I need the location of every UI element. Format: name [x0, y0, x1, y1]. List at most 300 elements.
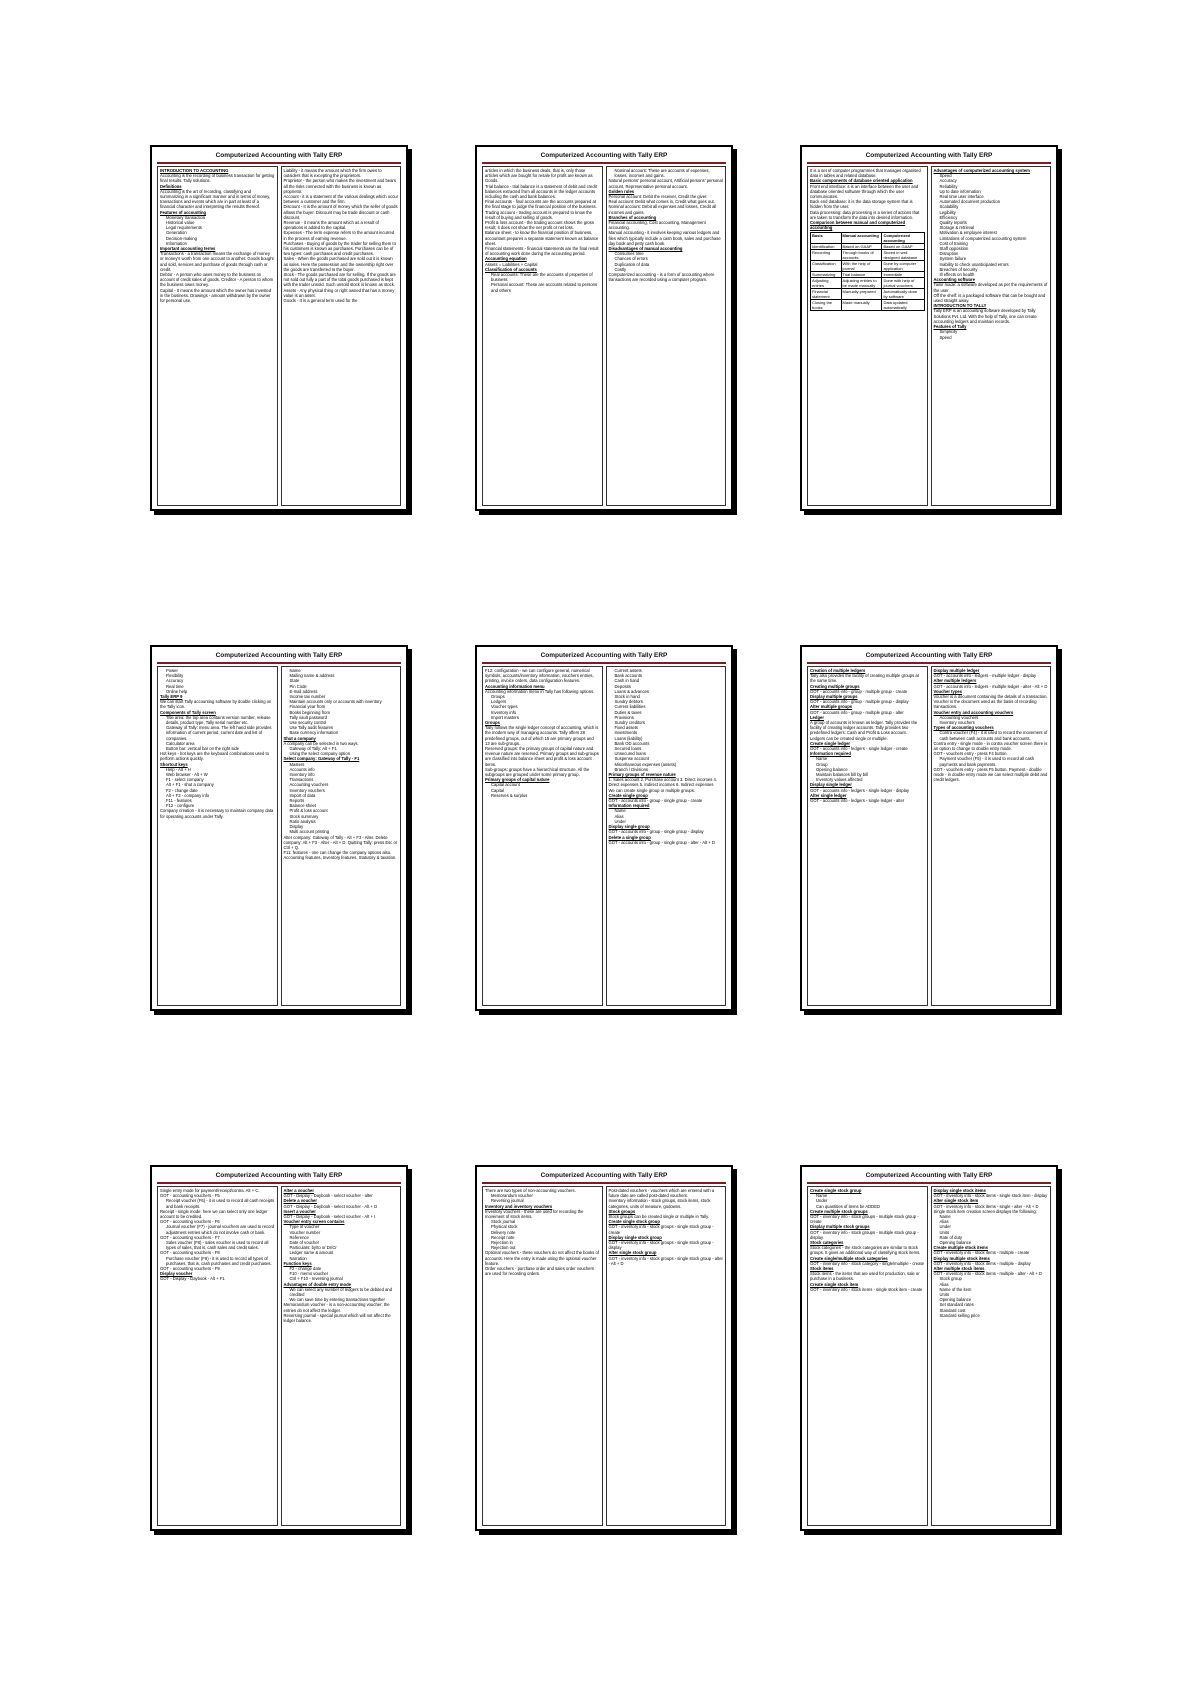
list-item: • Legibility: [940, 210, 1049, 215]
paragraph: Stock categories - the stock categories are similar to stock groups. It gives an additional way of classifying stock items.: [810, 1245, 921, 1256]
page-header-title: Computerized Accounting with Tally ERP: [540, 1172, 668, 1179]
list-item: • Branch / Divisions: [615, 767, 724, 772]
bullet-list: [485, 272, 600, 293]
paragraph: Data processing: data processing is a series of actions that are taken to transform the data into desired information.: [810, 209, 920, 220]
bullet-list: [284, 1287, 399, 1303]
bullet-list: [609, 251, 724, 272]
bullet-list: [934, 1276, 1049, 1318]
table-cell: Based on GAAP: [841, 244, 882, 250]
table-cell: Basis: [811, 233, 842, 244]
list-item: • Narration: [290, 1256, 399, 1261]
header-rule: [807, 1182, 1051, 1184]
bullet-list: [609, 668, 724, 704]
list-item: • Maintain balances bill by bill: [816, 772, 925, 777]
section-heading: Branches of accounting: [608, 214, 657, 220]
column-left: [157, 666, 278, 1006]
section-heading: Select company: Gateway of Tally - F1: [283, 756, 360, 762]
list-item: • Date of voucher: [290, 1240, 399, 1245]
list-item: • Cash in hand: [615, 678, 724, 683]
list-item: • Accounting vouchers: [290, 782, 399, 787]
list-item: • Rate of duty: [940, 1235, 1049, 1240]
column-left: [482, 166, 603, 506]
bullet-list: [934, 756, 1049, 766]
list-item: • Online help: [166, 689, 275, 694]
section-heading: Tally ERP 9: [160, 694, 183, 700]
section-heading: Creation of multiple ledgers: [810, 668, 866, 673]
section-heading: Display multiple stock groups: [810, 1224, 870, 1230]
list-item: • Calculator area: [166, 741, 275, 746]
list-item: • Secured loans: [615, 746, 724, 751]
list-item: • Current assets: [615, 668, 724, 673]
list-item: • Import of data: [290, 793, 399, 798]
paragraph: Trial balance - trial balance is a statement of debit and credit balances extracted from all accounts in the ledger accounts including the cash and bank balances.: [485, 183, 597, 200]
bullet-list: [934, 173, 1049, 277]
paragraph: GOT - accounts info - ledgers - single ledger - display: [810, 787, 910, 793]
list-item: • Income tax number: [290, 694, 399, 699]
list-item: • Groups: [491, 694, 600, 699]
paragraph: We can start Tally accounting software by double clicking on the Tally icon.: [160, 699, 272, 710]
paragraph: F12: configuration - we can configure general, numerical symbols, accounts/inventory information, vouchers entries, printing, invoice orders, data configuration features.: [485, 668, 594, 684]
paragraph: Proprietor - the person who makes the investment and bears all the risks connected with the business is known as proprietor.: [283, 178, 396, 194]
list-item: • Legal requirements: [166, 225, 275, 230]
page-columns: [482, 666, 726, 1006]
section-heading: Shut a company: [283, 735, 316, 741]
list-item: • Alias: [615, 814, 724, 819]
paragraph: Discount - it is the amount of money which the seller of goods allows the buyer. Discount may be trade discount or cash discount.: [283, 204, 398, 220]
list-item: • Miscellaneous expenses (assets): [615, 762, 724, 767]
page-header-title: Computerized Accounting with Tally ERP: [540, 152, 668, 159]
list-item: • Name: [816, 756, 925, 761]
section-heading: Display multiple groups: [810, 694, 858, 700]
section-heading: Insert a voucher: [283, 1208, 316, 1214]
section-heading: Advantages of double entry mode: [283, 1281, 351, 1287]
section-heading: Stock items: [810, 1266, 834, 1272]
comparison-table: [810, 232, 925, 311]
list-item: • Journal voucher (F7) - journal vouchers are used to record adjustment entries which do not involve cash or bank.: [166, 1224, 275, 1234]
list-item: • Staff opposition: [940, 246, 1049, 251]
list-item: • F1 - select company: [166, 777, 275, 782]
paragraph: GOT - vouchers entry - press F5 button. Payment - double mode - in double entry mode we can select multiple debit and credit ledgers.: [933, 766, 1048, 783]
list-item: • Inventory info: [290, 772, 399, 777]
section-heading: Alter a voucher: [283, 1188, 314, 1193]
list-item: • Multi account printing: [290, 829, 399, 834]
table-cell: Closing the books: [811, 300, 842, 311]
paragraph: GOT - inventory info - stock items - single stock item - create: [810, 1286, 923, 1292]
list-item: • Speed: [940, 173, 1049, 178]
section-heading: INTRODUCTION TO ACCOUNTING: [160, 168, 229, 173]
list-item: • Units: [940, 1292, 1049, 1297]
page-columns: [807, 666, 1051, 1006]
section-heading: Display multiple ledger: [933, 668, 980, 673]
document-page-3: [800, 145, 1058, 511]
section-heading: Stock groups: [608, 1208, 636, 1214]
bullet-list: [934, 730, 1049, 740]
paragraph: Goods - It is a general term used for the: [283, 298, 358, 304]
bullet-list: [609, 725, 724, 772]
list-item: • Title area: the top area contains version number, release details, product type, Tally serial number etc.: [166, 715, 275, 725]
list-item: • F11 - features: [166, 798, 275, 803]
header-rule: [482, 1182, 726, 1184]
paragraph: Tally also provides the facility of creating multiple groups at the same time.: [810, 673, 919, 684]
table-cell: Identification: [811, 244, 842, 250]
table-cell: Recording: [811, 250, 842, 261]
column-left: [157, 166, 278, 506]
list-item: • Reserves & surplus: [491, 793, 600, 798]
paragraph: articles in which the business deals, that is, only those articles which are bought for resale for profit are known as Goods.: [485, 168, 593, 184]
list-item: • Masters: [290, 762, 399, 767]
bullet-list: [160, 767, 275, 809]
document-page-4: [150, 645, 408, 1011]
section-heading: Information required: [608, 803, 650, 809]
list-item: • Cost of training: [940, 241, 1049, 246]
list-item: • Real time user interface: [940, 194, 1049, 199]
section-heading: Primary groups of capital nature: [485, 777, 550, 783]
paragraph: Stock groups can be created single or multiple in Tally.: [608, 1214, 710, 1220]
section-heading: Voucher entry screen contains: [283, 1219, 345, 1225]
list-item: • Alt + F1 - shut a company: [166, 782, 275, 787]
paragraph: Back end database: it is the data storage system that is hidden from the user.: [810, 199, 913, 210]
bullet-list: [160, 715, 275, 751]
table-cell: Immediate: [882, 272, 924, 278]
table-cell: Financial statement: [811, 289, 842, 300]
list-item: • Simplicity: [940, 329, 1049, 334]
list-item: • Rejection in: [491, 1240, 600, 1245]
list-item: • E-mail address: [290, 689, 399, 694]
bullet-list: [160, 1240, 275, 1250]
section-heading: INTRODUCTION TO TALLY: [933, 303, 987, 309]
list-item: • State: [290, 678, 399, 683]
bullet-list: [485, 1193, 600, 1203]
bullet-list: [284, 1266, 399, 1282]
section-heading: Alter single stock item: [933, 1198, 979, 1204]
section-heading: Create multiple stock items: [933, 1245, 988, 1251]
column-right: [931, 1186, 1052, 1526]
list-item: • Button bar: vertical bar on the right side: [166, 746, 275, 751]
list-item: • Base currency information: [290, 730, 399, 735]
page-columns: [807, 166, 1051, 506]
list-item: • Name: [816, 1193, 925, 1198]
column-right: [931, 666, 1052, 1006]
list-item: • Mailing name & address: [290, 673, 399, 678]
list-item: • Scalability: [940, 204, 1049, 209]
list-item: • Stock in hand: [615, 694, 724, 699]
paragraph: Assets = Liabilities + Capital: [485, 261, 538, 267]
document-page-2: [475, 145, 733, 511]
list-item: • Duplication of data: [615, 262, 724, 267]
page-columns: [157, 166, 401, 506]
bullet-list: [485, 694, 600, 710]
header-rule: [482, 662, 726, 664]
paragraph: GOT - accounting vouchers - F7: [160, 1234, 220, 1240]
column-right: [606, 166, 727, 506]
column-right: [931, 166, 1052, 506]
list-item: • Provisions: [615, 715, 724, 720]
paragraph: Receipt - single mode: here we can select only one ledger account to be credited.: [160, 1208, 268, 1220]
section-heading: Features of accounting: [160, 209, 207, 215]
paragraph: Assets - Any physical thing or right owned that has a money value is an asset.: [283, 287, 395, 298]
list-item: • Unsecured loans: [615, 751, 724, 756]
bullet-list: [934, 1214, 1049, 1245]
list-item: • Sales voucher (F8) - sales voucher is used to record all types of sales, that is, cash sales and credit sales.: [166, 1240, 275, 1250]
list-item: • Help - Alt + H: [166, 767, 275, 772]
table-row: [811, 244, 925, 250]
list-item: • Set standard rates: [940, 1302, 1049, 1307]
paragraph: GOT - Display - Daybook - Alt + F1: [160, 1276, 225, 1282]
bullet-list: [160, 1256, 275, 1266]
page-header-title: Computerized Accounting with Tally ERP: [865, 652, 993, 659]
list-item: • Ledger name & amount: [290, 1250, 399, 1255]
list-item: • Ratio analysis: [290, 819, 399, 824]
paragraph: Hot keys - hot keys are the keyboard combinations used to perform actions quickly.: [160, 751, 269, 762]
paragraph: Stock - The goods purchased are for selling. If the goods are not sold out fully a part of the total goods purchased is kept with the trader unsold. Such unsold stock is known as stock.: [283, 272, 396, 288]
paragraph: GOT - accounting vouchers - F9: [160, 1266, 220, 1272]
list-item: • Consumes time: [615, 251, 724, 256]
column-right: [281, 166, 402, 506]
list-item: • Books beginning from: [290, 710, 399, 715]
paragraph: Accounting is the recording of business transaction for getting final results. Tally solutions.: [160, 173, 275, 184]
paragraph: Contra entry - single mode - in contra voucher screen there is an option to change to double entry mode.: [933, 740, 1048, 752]
list-item: • F12 - configure: [166, 803, 275, 808]
column-left: [482, 666, 603, 1006]
list-item: • Under: [615, 819, 724, 824]
table-cell: Classification: [811, 261, 842, 272]
paragraph: GOT - accounts info - group - multiple group - alter: [810, 709, 904, 715]
list-item: • Information: [166, 241, 275, 246]
page-header-title: Computerized Accounting with Tally ERP: [865, 152, 993, 159]
bullet-list: [934, 329, 1049, 339]
paragraph: Tailor made: a software developed as per the requirements of the user.: [933, 282, 1048, 293]
list-item: • Stock group: [940, 1276, 1049, 1281]
table-cell: With the help of journal: [841, 261, 882, 272]
section-heading: Classification of accounts: [485, 266, 537, 272]
document-page-6: [800, 645, 1058, 1011]
section-heading: Components of Tally screen: [160, 709, 216, 715]
list-item: • Payment voucher (F5) - it is used to record all cash payments and bank payments.: [940, 756, 1049, 766]
list-item: • Under: [940, 1224, 1049, 1229]
paragraph: Tally ERP is an accounting software developed by Tally Solutions Pvt. Ltd. With the help of Tally, one can create accounting ledgers and maintain records.: [933, 308, 1037, 324]
bullet-list: [284, 1224, 399, 1260]
paragraph: Accounting information menu in Tally has following options.: [485, 688, 595, 694]
paragraph: Revenue - it means the amount which as a result of operations is added to the capital.: [283, 220, 379, 231]
list-item: • Costly: [615, 267, 724, 272]
table-row: [811, 278, 925, 289]
paragraph: Sub-groups: groups have a hierarchical structure. All the subgroups are grouped under some primary group.: [485, 766, 590, 778]
section-heading: Alter multiple ledgers: [933, 678, 977, 684]
bullet-list: [934, 715, 1049, 725]
paragraph: Financial accounting, Cost accounting, Management accounting.: [608, 220, 706, 231]
bullet-list: [485, 1219, 600, 1250]
list-item: • Accuracy: [166, 678, 275, 683]
header-rule: [807, 162, 1051, 164]
page-header-title: Computerized Accounting with Tally ERP: [215, 152, 343, 159]
list-item: • Voucher types: [491, 704, 600, 709]
section-heading: Voucher entry and accounting vouchers: [933, 709, 1014, 715]
paragraph: Company creation - it is necessary to maintain company data for operating accounts under Tally.: [160, 808, 274, 819]
paragraph: Account - it is a statement of the various dealings which occur between a customer and the firm.: [283, 194, 399, 205]
list-item: • Purchase voucher (F9) - it is used to record all types of purchases, that is, cash purchases and credit purchases.: [166, 1256, 275, 1266]
paragraph: GOT - inventory info - stock items - single - alter - Alt + D: [933, 1203, 1039, 1209]
list-item: • Inventory vouchers: [940, 720, 1049, 725]
paragraph: There are two types of non-accounting vouchers.: [485, 1188, 576, 1193]
list-item: • Profit & loss account: [290, 808, 399, 813]
section-heading: Create single ledger: [810, 740, 851, 746]
list-item: • Fixed assets: [615, 725, 724, 730]
list-item: • Financial year from: [290, 704, 399, 709]
list-item: • Tally vault password: [290, 715, 399, 720]
paragraph: GOT - inventory info - stock items - multiple - display: [933, 1260, 1031, 1266]
paragraph: Memorandum voucher - is a non-accounting voucher; the entries do not affect the ledger.: [283, 1302, 390, 1313]
table-row: [811, 250, 925, 261]
section-heading: Alter single ledger: [810, 792, 847, 798]
list-item: • Stock journal: [491, 1219, 600, 1224]
bullet-list: [609, 168, 724, 178]
section-heading: Voucher types: [933, 688, 963, 694]
section-heading: Types of accounting vouchers: [933, 725, 994, 731]
paragraph: GOT - Display - Daybook - select voucher - Alt + D: [283, 1203, 378, 1209]
list-item: • Inventory info: [491, 710, 600, 715]
paragraph: 1. Sales account 2. Purchase account 3. Direct incomes 4. Direct expenses 5. Indirect incomes 6. Indirect expenses: [608, 777, 717, 788]
paragraph: Personal account: Debit the receiver, Credit the giver.: [608, 194, 708, 200]
paragraph: We can create single group or multiple groups.: [608, 787, 696, 793]
section-heading: Accounting equation: [485, 256, 527, 262]
page-columns: [482, 166, 726, 506]
section-heading: Basic components of database oriented application: [810, 178, 913, 184]
list-item: • Reliability: [940, 184, 1049, 189]
list-item: • Pin Code: [290, 684, 399, 689]
bullet-list: [810, 756, 925, 782]
list-item: • Real accounts: These are the accounts of properties of business: [491, 272, 600, 282]
bullet-list: [485, 710, 600, 720]
page-header-title: Computerized Accounting with Tally ERP: [215, 652, 343, 659]
list-item: • Reports: [290, 798, 399, 803]
paragraph: GOT - accounts info - ledgers - multiple ledger - display: [933, 673, 1037, 679]
list-item: • Sundry creditors: [615, 720, 724, 725]
section-heading: Definitions: [160, 183, 182, 189]
list-item: • Memorandum voucher: [491, 1193, 600, 1198]
list-item: • Ill effects on health: [940, 272, 1049, 277]
table-cell: Manually prepared: [841, 289, 882, 300]
section-heading: Disadvantages of manual accounting: [608, 246, 683, 252]
list-item: • Alt + F3 - company info: [166, 793, 275, 798]
list-item: • Gateway of Tally: menu area. The left hand side provides information of current period, current date and list of companies.: [166, 725, 275, 741]
list-item: • Accounts info: [290, 767, 399, 772]
paragraph: GOT - accounting vouchers - F5: [160, 1193, 220, 1199]
paragraph: Accounting is the art of recording, classifying and summarizing in a significant manner and in terms of money, transactions and events which are in part at least of a financial character and interpreting the results thereof.: [160, 188, 271, 210]
list-item: • Capital: [491, 788, 600, 793]
column-right: [281, 1186, 402, 1526]
bullet-list: [160, 1198, 275, 1208]
table-cell: Adjusting entries: [811, 278, 842, 289]
column-left: [482, 1186, 603, 1526]
list-item: • Use Tally audit features: [290, 725, 399, 730]
list-item: • Inventory vouchers: [290, 788, 399, 793]
table-row: [811, 300, 925, 311]
list-item: • Ctrl + F10 - reversing journal: [290, 1276, 399, 1281]
bullet-list: [810, 1193, 925, 1209]
paragraph: Balance sheet - to know the financial position of business, accountant prepares a separate statement known as balance sheet.: [485, 230, 599, 246]
list-item: • Under: [816, 1198, 925, 1203]
list-item: • Reversing journal: [491, 1198, 600, 1203]
list-item: • Particulars: by/to or Dr/Cr: [290, 1245, 399, 1250]
paragraph: GOT - Display - Daybook - select voucher - Alt + I: [283, 1214, 376, 1220]
paragraph: Optional vouchers - these vouchers do not affect the books of accounts. Here the entry is made using the optional voucher feature.: [485, 1250, 599, 1266]
list-item: • Accounting vouchers: [940, 715, 1049, 720]
list-item: • Voucher number: [290, 1230, 399, 1235]
column-right: [281, 666, 402, 1006]
list-item: • Bank accounts: [615, 673, 724, 678]
table-cell: Data updated automatically: [882, 300, 924, 311]
list-item: • Up to date information: [940, 189, 1049, 194]
paragraph: GOT - accounts info - group - multiple group - create: [810, 688, 908, 694]
list-item: • Physical stock: [491, 1224, 600, 1229]
section-heading: Display single stock group: [608, 1234, 662, 1240]
column-left: [807, 666, 928, 1006]
paragraph: Ledgers can be created single or multiple.: [810, 735, 888, 741]
column-left: [807, 166, 928, 506]
list-item: • Nominal account: These are accounts of expenses, losses, incomes and gains.: [615, 168, 724, 178]
header-rule: [157, 162, 401, 164]
list-item: • Power: [166, 668, 275, 673]
table-cell: Adjusting entries to be made manually: [841, 278, 882, 289]
list-item: • Chances of errors: [615, 256, 724, 261]
page-columns: [157, 666, 401, 1006]
section-heading: Important accounting terms: [160, 246, 216, 252]
list-item: • We can select any number of ledgers to be debited and credited: [290, 1287, 399, 1297]
section-heading: Creating multiple groups: [810, 683, 860, 689]
list-item: • Personal account: These are accounts related to persons and others: [491, 282, 600, 292]
table-cell: Summarizing: [811, 272, 842, 278]
list-item: • Ledgers: [491, 699, 600, 704]
list-item: • Name of the item: [940, 1287, 1049, 1292]
section-heading: Accounting software: [933, 277, 975, 283]
column-right: [606, 1186, 727, 1526]
list-item: • Generation: [166, 230, 275, 235]
paragraph: Post-dated vouchers - vouchers which are entered with a future date are called post-dated vouchers.: [608, 1188, 715, 1199]
list-item: • Can quantities of items be ADDED: [816, 1204, 925, 1209]
section-heading: Information required: [810, 751, 851, 757]
list-item: • Disruption: [940, 251, 1049, 256]
list-item: • Sundry debtors: [615, 699, 724, 704]
section-heading: Display single stock items: [933, 1188, 986, 1193]
paragraph: Debtor - A person who owes money to the business on account of credit sales of goods. Creditor - A person to whom the business owes money.: [160, 272, 274, 288]
section-heading: Display voucher: [160, 1271, 193, 1277]
list-item: • We can save time by entering transactions together: [290, 1297, 399, 1302]
paragraph: GOT - accounting vouchers - F8: [160, 1250, 220, 1256]
paragraph: Liability - it means the amount which the firm owes to outsiders that is excepting the proprietors.: [283, 168, 382, 179]
paragraph: Reserved groups: the primary groups of capital nature and revenue nature are reserved. Primary groups and sub-groups are classified into balance sheet and profit & loss account items.: [485, 746, 599, 767]
list-item: • Transactions: [290, 777, 399, 782]
list-item: • Inventory values affected: [816, 777, 925, 782]
list-item: • Contra voucher (F4) - it is used to record the movement of cash between cash accounts and bank accounts.: [940, 730, 1049, 740]
list-item: • Efficiency: [940, 215, 1049, 220]
paragraph: GOT - inventory info - stock groups - single stock group - create: [608, 1224, 714, 1235]
section-heading: Function keys: [283, 1260, 312, 1266]
section-heading: Alter single stock group: [608, 1250, 657, 1256]
section-heading: Features of Tally: [933, 324, 967, 330]
section-heading: Alter multiple stock items: [933, 1266, 985, 1272]
list-item: • Speed: [940, 335, 1049, 340]
section-heading: Alter multiple groups: [810, 704, 853, 710]
list-item: • Delivery note: [491, 1230, 600, 1235]
bullet-list: [284, 762, 399, 835]
section-heading: Shortcut keys: [160, 761, 188, 767]
list-item: • Loans (liability): [615, 736, 724, 741]
section-heading: Accounting information menu: [485, 683, 545, 689]
paragraph: Front end interface: it is an interface between the user and database oriented software through which the user communicates.: [810, 183, 919, 200]
paragraph: Natural persons' personal account, Artificial persons' personal account, Representative personal account.: [608, 178, 723, 189]
section-heading: Create single stock group: [810, 1188, 862, 1193]
paragraph: Financial statements - financial statements are the final result of accounting work done during the accounting period.: [485, 246, 599, 257]
